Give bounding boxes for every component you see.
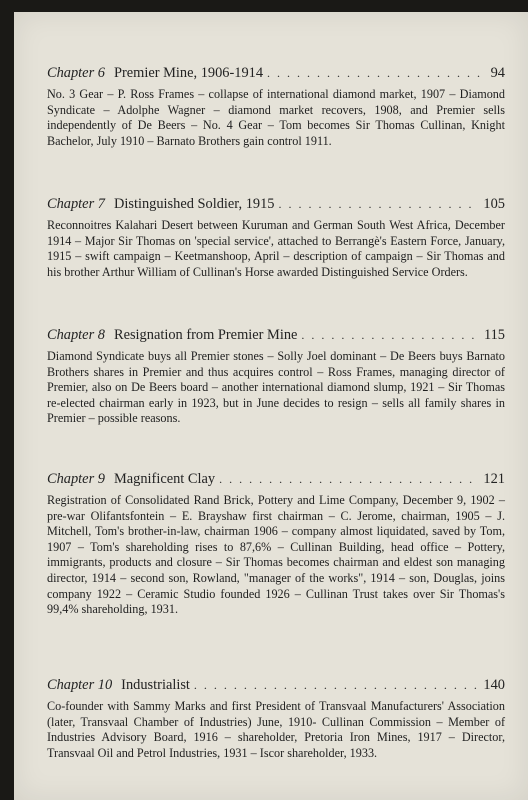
chapter-label: Chapter 6 — [47, 65, 105, 81]
book-page — [14, 12, 528, 800]
chapter-description: Registration of Consolidated Rand Brick, Pottery and Lime Company, December 9, 1902 – pre-war Olifantsfontein – E. Brayshaw first chairman – C. Jerome, chairman, 1905 – J. Mitchell, Tom's brother-in-law, chairman 1906 – company almost liquidated, saved by Tom, 1907 – Tom's shareholding rises to 87,6% – Cullinan Building, head office – Pottery, immigrants, products and closure – Sir Thomas becomes chairman and eldest son managing director, 1914 – second son, Rowland, "manager of the works", 1914 – son, Douglas, joins company 1922 – Ceramic Studio founded 1926 – Cullinan Trust takes over Sir Thomas's 99,4% shareholding, 1931. — [47, 493, 505, 617]
chapter-entry-10 — [47, 677, 505, 761]
chapter-entry-6 — [47, 65, 505, 149]
dot-leader — [267, 66, 487, 81]
chapter-label: Chapter 10 — [47, 677, 113, 693]
dot-leader — [279, 197, 480, 212]
chapter-title: Distinguished Soldier, 1915 — [113, 196, 275, 212]
page-number: 94 — [490, 65, 505, 81]
chapter-title: Magnificent Clay — [113, 471, 216, 487]
chapter-description: Reconnoitres Kalahari Desert between Kuruman and German South West Africa, December 1914 – Major Sir Thomas on 'special service', attached to Berrangè's Eastern Force, January, 1915 – swift campaign – Keetmanshoop, April – description of campaign – Sir Thomas and his brother Arthur William of Cullinan's Horse awarded Distinguished Service Orders. — [47, 218, 505, 279]
chapter-entry-9 — [47, 471, 505, 618]
dot-leader — [194, 678, 479, 693]
dot-leader — [219, 472, 479, 487]
chapter-heading — [47, 471, 505, 488]
page-number: 105 — [483, 196, 505, 212]
chapter-description: Co-founder with Sammy Marks and first President of Transvaal Manufacturers' Association (later, Transvaal Chamber of Industries) June, 1910- Cullinan Commission – Member of Industries Advisory Board, 1916 – shareholder, Pretoria Iron Mines, 1917 – Director, Transvaal Oil and Petrol Industries, 1931 – Iscor shareholder, 1933. — [47, 699, 505, 760]
chapter-heading — [47, 677, 505, 694]
chapter-title: Premier Mine, 1906-1914 — [113, 65, 264, 81]
chapter-description: No. 3 Gear – P. Ross Frames – collapse of international diamond market, 1907 – Diamond Syndicate – Adolphe Wagner – diamond market recovers, 1908, and Premier sells independently of De Beers – No. 4 Gear – Tom becomes Sir Thomas Cullinan, Knight Bachelor, July 1910 – Barnato Brothers gain control 1911. — [47, 87, 505, 148]
dot-leader — [301, 328, 480, 343]
chapter-label: Chapter 8 — [47, 327, 105, 343]
chapter-label: Chapter 7 — [47, 196, 105, 212]
chapter-label: Chapter 9 — [47, 471, 105, 487]
chapter-entry-7 — [47, 196, 505, 280]
chapter-entry-8 — [47, 327, 505, 427]
chapter-heading — [47, 327, 505, 344]
page-number: 115 — [483, 327, 505, 343]
page-number: 140 — [483, 677, 505, 693]
chapter-title: Industrialist — [121, 677, 190, 693]
chapter-description: Diamond Syndicate buys all Premier stones – Solly Joel dominant – De Beers buys Barnato Brothers shares in Premier and thus acquires control – Ross Frames, managing director of Premier, also on De Beers board – another international diamond slump, 1921 – Sir Thomas re-elected chairman early in 1923, but in June decides to resign – sells all family shares in Premier – possible reasons. — [47, 349, 505, 426]
chapter-heading — [47, 196, 505, 213]
chapter-heading — [47, 65, 505, 82]
page-number: 121 — [483, 471, 505, 487]
chapter-title: Resignation from Premier Mine — [113, 327, 298, 343]
